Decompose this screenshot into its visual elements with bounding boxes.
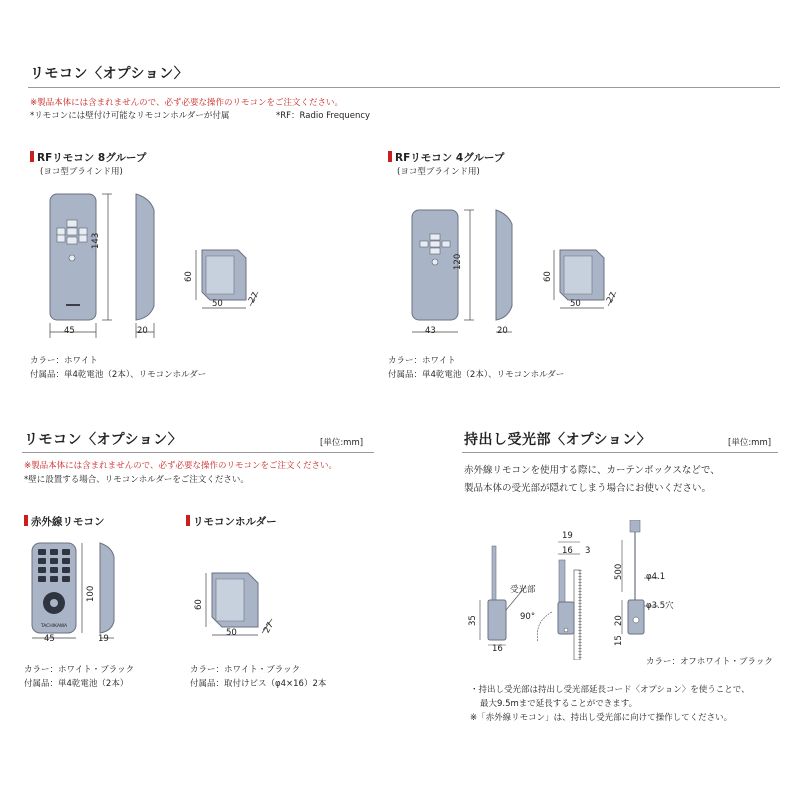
- rf4-holder-height: 60: [543, 271, 553, 282]
- receiver-dim-20: 20: [614, 615, 624, 626]
- rf8-dim-height: 143: [91, 232, 101, 249]
- receiver-label: 受光部: [510, 585, 536, 595]
- receiver-dim-16-base: 16: [492, 644, 503, 654]
- rf8-subtitle: (ヨコ型ブラインド用): [40, 167, 123, 177]
- ir-remote-title: 赤外線リモコン: [24, 514, 105, 529]
- extension-note-2: 最大9.5mまで延長することができます。: [480, 699, 638, 709]
- rf4-remote-drawing: [388, 180, 628, 350]
- rf4-accessory: 付属品：単4乾電池（2本）、リモコンホルダー: [388, 370, 565, 380]
- ir-brand-label: TACHIKAWA: [40, 624, 68, 629]
- holder-dim-width: 50: [226, 628, 237, 638]
- rf4-subtitle: (ヨコ型ブラインド用): [397, 167, 480, 177]
- rf4-title: RFリモコン 4グループ: [388, 150, 504, 165]
- rf4-holder-width: 50: [570, 299, 581, 309]
- receiver-dim-15: 15: [614, 635, 624, 646]
- rf4-dim-depth: 20: [497, 326, 508, 336]
- rf4-dim-width: 43: [425, 326, 436, 336]
- rf-note: *RF：Radio Frequency: [276, 111, 371, 121]
- receiver-dim-phi35: φ3.5穴: [646, 601, 674, 611]
- cord-dim-phi41: φ4.1: [646, 572, 666, 582]
- section-title-remote-top: リモコン〈オプション〉: [30, 66, 189, 82]
- rf4-dim-height: 120: [453, 253, 463, 270]
- holder-note: *リモコンには壁付け可能なリモコンホルダーが付属: [30, 111, 230, 121]
- section-divider-right: [462, 452, 778, 453]
- rf8-holder-height: 60: [184, 271, 194, 282]
- extension-note-1: ・持出し受光部は持出し受光部延長コード〈オプション〉を使うことで、: [470, 685, 750, 695]
- aim-note: ※「赤外線リモコン」は、持出し受光部に向けて操作してください。: [470, 713, 733, 723]
- order-note-left: ※製品本体には含まれませんので、必ず必要な操作のリモコンをご注文ください。: [24, 461, 337, 471]
- rf8-color: カラー：ホワイト: [30, 356, 98, 366]
- holder-dim-depth: 27: [262, 620, 277, 635]
- rf8-dim-depth: 20: [137, 326, 148, 336]
- receiver-dim-16: 16: [562, 546, 573, 556]
- section-divider-left: [22, 452, 374, 453]
- wall-note: *壁に設置する場合、リモコンホルダーをご注文ください。: [24, 475, 249, 485]
- holder-color: カラー：ホワイト・ブラック: [190, 665, 301, 675]
- rf4-holder-depth: 27: [605, 290, 620, 305]
- receiver-dim-35: 35: [468, 615, 478, 626]
- cord-dim-500: 500: [614, 563, 624, 580]
- unit-label-left: [単位:mm]: [320, 438, 364, 448]
- rf8-remote-drawing: [30, 180, 270, 350]
- section-title-receiver: 持出し受光部〈オプション〉: [464, 432, 652, 448]
- rf4-color: カラー：ホワイト: [388, 356, 456, 366]
- rf8-dim-width: 45: [64, 326, 75, 336]
- holder-accessory: 付属品：取付けビス（φ4×16）2本: [190, 679, 327, 689]
- receiver-dim-19: 19: [562, 531, 573, 541]
- ir-dim-height: 100: [86, 585, 96, 602]
- rf8-holder-width: 50: [212, 299, 223, 309]
- receiver-color: カラー：オフホワイト・ブラック: [646, 657, 773, 667]
- unit-label-right: [単位:mm]: [728, 438, 772, 448]
- rf8-title: RFリモコン 8グループ: [30, 150, 146, 165]
- ir-remote-drawing: [24, 535, 174, 650]
- ir-dim-depth: 19: [98, 634, 109, 644]
- section-title-remote-left: リモコン〈オプション〉: [24, 432, 183, 448]
- ir-accessory: 付属品：単4乾電池（2本）: [24, 679, 129, 689]
- order-note: ※製品本体には含まれませんので、必ず必要な操作のリモコンをご注文ください。: [30, 98, 343, 108]
- rf8-holder-depth: 27: [247, 290, 262, 305]
- ir-color: カラー：ホワイト・ブラック: [24, 665, 135, 675]
- ir-dim-width: 45: [44, 634, 55, 644]
- section-divider: [28, 87, 780, 88]
- receiver-desc-2: 製品本体の受光部が隠れてしまう場合にお使いください。: [464, 483, 712, 494]
- receiver-desc-1: 赤外線リモコンを使用する際に、カーテンボックスなどで、: [464, 465, 720, 476]
- receiver-dim-3: 3: [585, 546, 591, 556]
- holder-dim-height: 60: [194, 599, 204, 610]
- rf8-accessory: 付属品：単4乾電池（2本）、リモコンホルダー: [30, 370, 207, 380]
- holder-title: リモコンホルダー: [186, 514, 277, 529]
- receiver-dim-angle: 90°: [520, 612, 536, 622]
